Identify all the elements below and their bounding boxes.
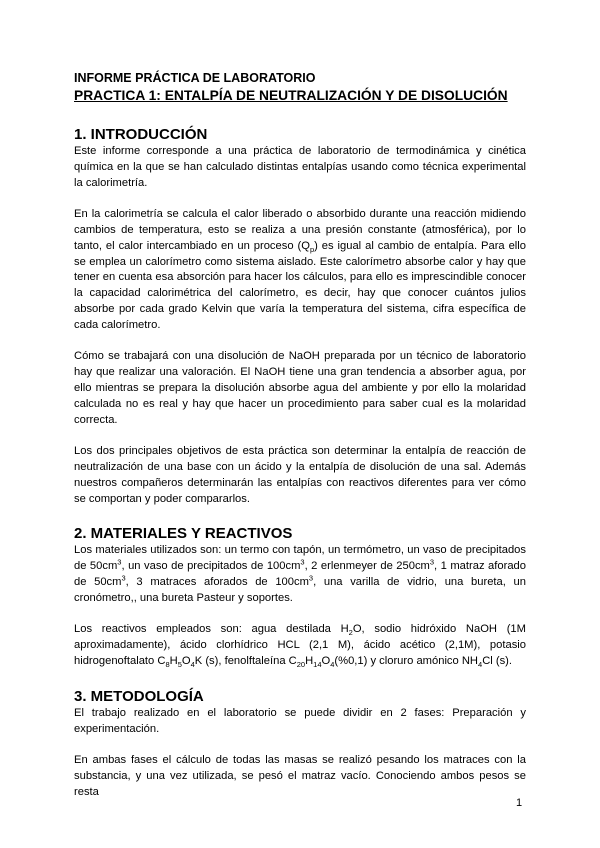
materials-paragraph-1: Los materiales utilizados son: un termo con tapón, un termómetro, un vaso de precipitados de $50cm^3$, un vaso de precipitados de $100cm^3$, 2 erlenmeyer de $250cm^3$, 1 matraz aforado de $50cm^3$, 3 matraces aforados de $100cm^3$, una varilla de vidrio, una bureta, un cronómetro,, una bureta Pasteur y soportes. bbox=[74, 544, 526, 604]
intro-paragraph-4: Los dos principales objetivos de esta práctica son determinar la entalpía de reacción de neutralización de una base con un ácido y la entalpía de disolución de una sal. Además nuestros compañeros determinarán las entalpías con reactivos diferentes para ver cómo se comportan y poder compararlos. bbox=[74, 445, 526, 505]
document-title: PRACTICA 1: ENTALPÍA DE NEUTRALIZACIÓN Y DE DISOLUCIÓN bbox=[74, 88, 508, 103]
section-heading-materials: 2. MATERIALES Y REACTIVOS bbox=[74, 525, 293, 543]
section-introduction bbox=[74, 126, 526, 507]
method-paragraph-1: El trabajo realizado en el laboratorio se puede dividir en 2 fases: Preparación y experimentación. bbox=[74, 706, 526, 735]
page-content bbox=[74, 70, 526, 800]
page-number: 1 bbox=[516, 797, 523, 809]
method-paragraph-2: En ambas fases el cálculo de todas las masas se realizó pesando los matraces con la substancia, y una vez utilizada, se pesó el matraz vacío. Conociendo ambos pesos se resta bbox=[74, 754, 526, 798]
intro-paragraph-3: Cómo se trabajará con una disolución de NaOH preparada por un técnico de laboratorio hay que realizar una valoración. El NaOH tiene una gran tendencia a absorber agua, por ello mientras se prepara la disolución absorbe agua del ambiente y por ello la molaridad calculada no es real y hay que hacer un procedimiento para saber cual es la molaridad correcta. bbox=[74, 350, 526, 426]
materials-paragraph-2: Los reactivos empleados son: agua destilada $H_2O$, sodio hidróxido NaOH (1M aproximadamente), ácido clorhídrico HCL (2,1 M), ácido acético (2,1M), potasio hidrogenoftalato $C_8H_5O_4K$ (s), fenolftaleína $C_{20}H_{14}O_4(\%0,1)$ y cloruro amónico $NH_4Cl$ (s). bbox=[74, 623, 526, 670]
report-label: INFORME PRÁCTICA DE LABORATORIO bbox=[74, 71, 316, 85]
section-materials bbox=[74, 525, 526, 669]
section-heading-introduction: 1. INTRODUCCIÓN bbox=[74, 126, 208, 143]
section-heading-methodology: 3. METODOLOGÍA bbox=[74, 687, 204, 705]
section-methodology bbox=[74, 688, 526, 801]
intro-paragraph-1: Este informe corresponde a una práctica de laboratorio de termodinámica y cinética química en la que se han calculado distintas entalpías usando como técnica experimental la calorimetría. bbox=[74, 145, 526, 189]
intro-paragraph-2: En la calorimetría se calcula el calor liberado o absorbido durante una reacción midiendo cambios de temperatura, esto se realiza a una presión constante (atmosférica), por lo tanto, el calor intercambiado en un proceso $(Q_p)$ es igual al cambio de entalpía. Para ello se emplea un calorímetro como sistema aislado. Este calorímetro absorbe calor y hay que tener en cuenta esa absorción para hacer los cálculos, para ello es imprescindible conocer la capacidad calorimétrica del calorímetro, es decir, hay que conocer cuántos julios absorbe por cada grado Kelvin que varía la temperatura del sistema, cifra específica de cada calorímetro. bbox=[74, 208, 527, 331]
